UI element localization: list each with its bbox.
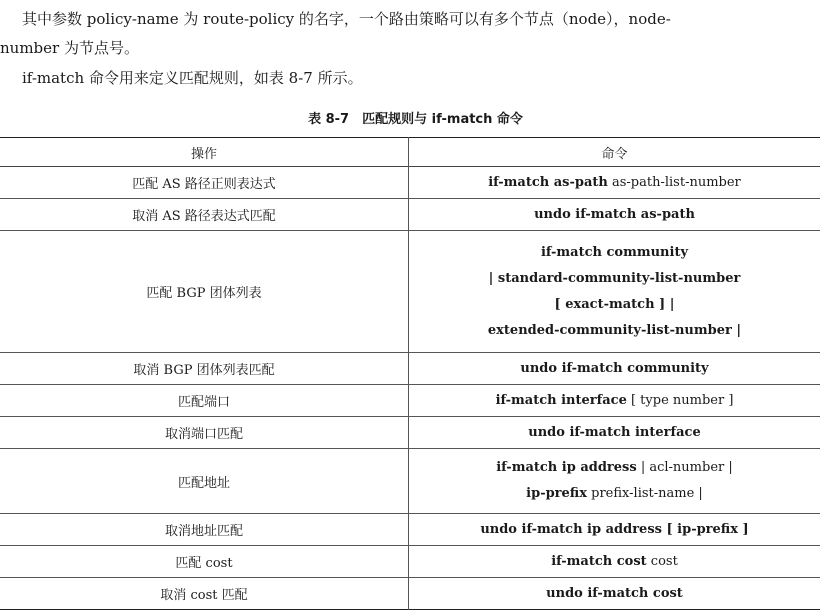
table-row — [0, 546, 820, 578]
header-operation: 操作 — [0, 138, 409, 167]
table-caption: 表 8-7 匹配规则与 if-match 命令 — [308, 112, 523, 127]
table-row — [0, 385, 820, 417]
operation-cell: 匹配端口 — [0, 385, 409, 417]
operation-cell: 匹配 cost — [0, 546, 409, 578]
table-row — [0, 449, 820, 514]
command-cell: if-match ip address | acl-number | ip-prefix prefix-list-name | — [496, 460, 733, 501]
operation-cell: 匹配 BGP 团体列表 — [0, 231, 409, 353]
paragraph-line: 其中参数 policy-name 为 route-policy 的名字，一个路由策略可以有多个节点（node），node- — [22, 10, 671, 28]
table-row — [0, 417, 820, 449]
command-cell: if-match interface [ type number ] — [495, 393, 734, 408]
command-cell: undo if-match cost — [546, 586, 683, 601]
command-cell: undo if-match interface — [528, 425, 701, 440]
table-row — [0, 231, 820, 353]
command-cell: if-match cost cost — [551, 554, 678, 569]
table-row — [0, 199, 820, 231]
table-row — [0, 353, 820, 385]
operation-cell: 取消 AS 路径表达式匹配 — [0, 199, 409, 231]
operation-cell: 匹配 AS 路径正则表达式 — [0, 167, 409, 199]
header-command: 命令 — [601, 146, 628, 162]
command-cell: undo if-match as-path — [534, 207, 695, 222]
paragraph: if-match 命令用来定义匹配规则，如表 8-7 所示。 — [22, 69, 363, 87]
match-rules-table — [0, 137, 820, 610]
operation-cell: 取消地址匹配 — [0, 514, 409, 546]
table-row — [0, 578, 820, 610]
command-cell: if-match as-path as-path-list-number — [488, 175, 741, 190]
table-row — [0, 514, 820, 546]
table-row — [0, 167, 820, 199]
operation-cell: 取消 cost 匹配 — [0, 578, 409, 610]
paragraph-line: number 为节点号。 — [0, 39, 139, 57]
command-cell: undo if-match ip address [ ip-prefix ] — [480, 522, 749, 537]
table-header-row — [0, 138, 820, 167]
command-cell: if-match community | standard-community-list-number [ exact-match ] | extended-community-list-number | — [487, 244, 742, 338]
operation-cell: 取消端口匹配 — [0, 417, 409, 449]
command-cell: undo if-match community — [520, 361, 709, 376]
operation-cell: 匹配地址 — [0, 449, 409, 514]
operation-cell: 取消 BGP 团体列表匹配 — [0, 353, 409, 385]
